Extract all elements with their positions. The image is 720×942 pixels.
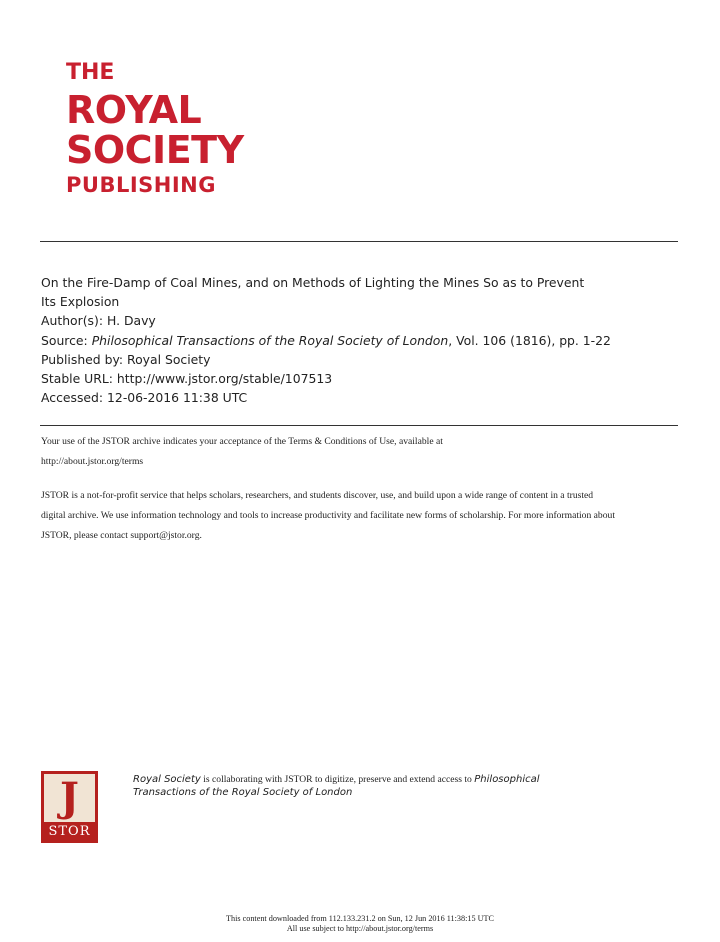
publisher-name: Royal Society <box>127 351 211 367</box>
published-by-label: Published by: <box>41 351 124 367</box>
author-label: Author(s): <box>41 313 104 329</box>
source-details: , Vol. 106 (1816), pp. 1-22 <box>448 332 611 348</box>
stable-url-link[interactable]: http://www.jstor.org/stable/107513 <box>116 371 333 387</box>
source-row <box>41 331 691 350</box>
stable-url-label: Stable URL: <box>41 371 113 387</box>
citation-block <box>41 273 691 407</box>
logo-line-royal: ROYAL <box>66 88 202 132</box>
terms-text: Your use of the JSTOR archive indicates your acceptance of the Terms & Conditions of Use, available at <box>41 436 443 447</box>
royal-society-logo <box>66 62 244 196</box>
accessed-row <box>41 388 691 407</box>
jstor-logo-word: STOR <box>48 824 91 839</box>
about-line1: JSTOR is a not-for-profit service that helps scholars, researchers, and students discover, use, and build upon a wide range of content in a trusted <box>41 490 594 501</box>
collab-text: is collaborating with JSTOR to digitize, preserve and extend access to <box>200 774 475 785</box>
about-line2: digital archive. We use information technology and tools to increase productivity and facilitate new forms of scholarship. For more information about <box>41 510 615 521</box>
logo-line-publishing: PUBLISHING <box>66 173 216 197</box>
jstor-logo-letter: J <box>60 774 79 821</box>
jstor-logo-panel <box>44 774 95 822</box>
article-title-line1: On the Fire-Damp of Coal Mines, and on Methods of Lighting the Mines So as to Prevent <box>41 275 585 290</box>
about-line3: JSTOR, please contact support@jstor.org. <box>41 530 202 541</box>
terms-paragraph <box>41 432 686 472</box>
collab-journal-line2: Transactions of the Royal Society of London <box>133 787 353 798</box>
accessed-date: 12-06-2016 11:38 UTC <box>107 390 248 406</box>
published-by-row <box>41 350 691 369</box>
article-title-line2: Its Explosion <box>41 294 120 310</box>
download-footer <box>0 914 720 934</box>
source-label: Source: <box>41 332 88 348</box>
jstor-notice <box>41 432 686 546</box>
logo-line-the: THE <box>66 60 115 85</box>
jstor-logo <box>41 771 98 843</box>
footer-line2: All use subject to http://about.jstor.org/terms <box>286 924 434 933</box>
about-jstor-paragraph <box>41 486 686 546</box>
author-name: H. Davy <box>106 313 156 329</box>
accessed-label: Accessed: <box>41 390 104 406</box>
collab-org: Royal Society <box>133 774 201 785</box>
terms-link[interactable]: http://about.jstor.org/terms <box>41 456 144 467</box>
collab-journal-line1: Philosophical <box>474 774 540 785</box>
footer-line1: This content downloaded from 112.133.231.2 on Sun, 12 Jun 2016 11:38:15 UTC <box>226 914 494 923</box>
middle-divider <box>40 425 678 426</box>
collaboration-statement <box>133 773 653 799</box>
top-divider <box>40 241 678 242</box>
source-journal: Philosophical Transactions of the Royal Society of London <box>91 332 449 348</box>
author-row <box>41 311 691 330</box>
logo-line-society: SOCIETY <box>66 128 244 172</box>
stable-url-row <box>41 369 691 388</box>
